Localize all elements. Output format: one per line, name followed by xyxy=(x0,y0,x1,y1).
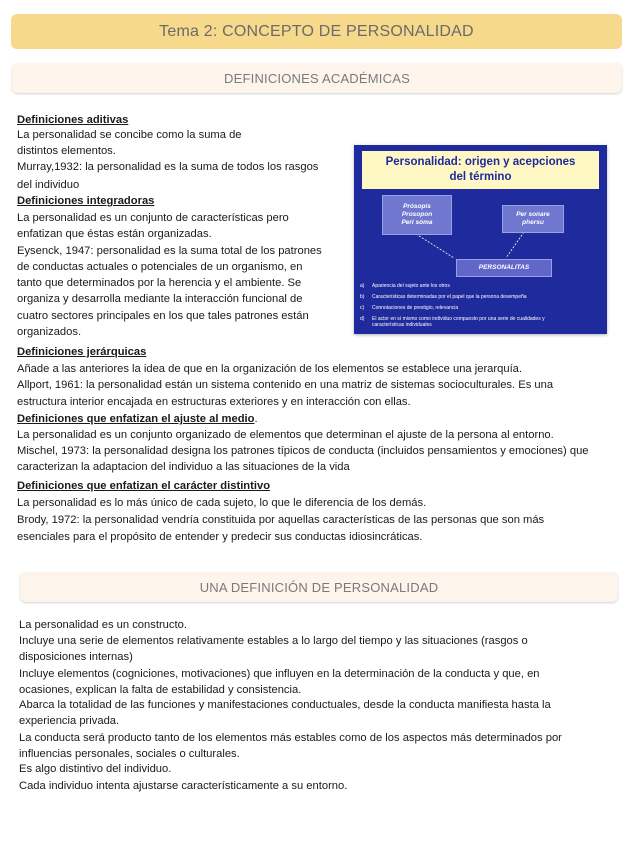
diagram-list-item xyxy=(360,283,450,289)
diagram-box-greek-roots xyxy=(382,195,452,235)
definition-text-line: Eysenck, 1947: personalidad es la suma total de los patrones xyxy=(17,245,322,257)
definition-text-line: La personalidad es un conjunto de características pero xyxy=(17,212,289,224)
diagram-title-line-2: del término xyxy=(449,171,512,183)
heading-suffix: . xyxy=(254,413,258,425)
definition-text-line: Mischel, 1973: la personalidad designa los patrones típicos de conducta (incluidos pensamientos y emociones) que xyxy=(17,445,589,457)
diagram-list-item xyxy=(360,305,458,311)
definition-text-line: Añade a las anteriores la idea de que en la organización de los elementos se establece una jerarquía. xyxy=(17,363,523,375)
definition-text-line: estructura interior encajada en estructuras exteriores y en interacción con ellas. xyxy=(17,396,411,408)
page-title: Tema 2: CONCEPTO DE PERSONALIDAD xyxy=(11,14,622,49)
definition-heading xyxy=(17,345,146,359)
diagram-list-key: d) xyxy=(360,316,365,322)
diagram-title-line-1: Personalidad: origen y acepciones xyxy=(385,156,576,168)
definition-text-line: Allport, 1961: la personalidad están un sistema contenido en una matriz de sistemas socioculturales. Es una xyxy=(17,379,554,391)
diagram-list-key: c) xyxy=(360,305,365,311)
definition-point-line: Cada individuo intenta ajustarse característicamente a su entorno. xyxy=(19,780,348,792)
definition-text-line: La personalidad es lo más único de cada sujeto, lo que le diferencia de los demás. xyxy=(17,497,427,509)
definition-text-line: La personalidad se concibe como la suma de xyxy=(17,129,242,141)
origin-diagram-image xyxy=(354,145,607,334)
diagram-list-text: características individuales xyxy=(372,322,432,328)
definition-point-line: Abarca la totalidad de las funciones y manifestaciones conductuales, desde la conducta manifiesta hasta la xyxy=(19,699,551,711)
definition-text-line: organizados. xyxy=(17,326,82,338)
definition-heading-text: Definiciones que enfatizan el carácter distintivo xyxy=(17,480,271,492)
diagram-box-latin-roots xyxy=(502,205,564,233)
definition-text-line: caracterizan la adaptacion del individuo a las situaciones de la vida xyxy=(17,461,350,473)
definition-heading-text: Definiciones jerárquicas xyxy=(17,346,147,358)
definition-text-line: Brody, 1972: la personalidad vendría constituida por aquellas características de las personas que son más xyxy=(17,514,545,526)
diagram-list-item xyxy=(360,322,432,328)
definition-heading xyxy=(17,412,258,426)
definition-heading xyxy=(17,479,270,493)
diagram-box2-line: Per sonare xyxy=(516,211,550,218)
definition-point-line: ocasiones, explican la falta de estabilidad y consistencia. xyxy=(19,684,302,696)
diagram-box1-line: Prosopon xyxy=(401,211,433,218)
definition-heading xyxy=(17,113,128,127)
definition-heading-text: Definiciones aditivas xyxy=(17,114,129,126)
definition-heading-text: Definiciones que enfatizan el ajuste al medio xyxy=(17,413,255,425)
section-title-academic-definitions: DEFINICIONES ACADÉMICAS xyxy=(12,63,622,93)
definition-point-line: experiencia privada. xyxy=(19,715,120,727)
diagram-list-text: El actor en sí mismo como individuo compuesto por una serie de cualidades y xyxy=(372,316,545,322)
diagram-list-item xyxy=(360,294,527,300)
diagram-box1-line: Peri sóma xyxy=(401,219,433,226)
definition-text-line: de conductas actuales o potenciales de un organismo, en xyxy=(17,261,303,273)
definition-point-line: La personalidad es un constructo. xyxy=(19,619,187,631)
definition-point-line: La conducta será producto tanto de los elementos más estables como de los aspectos más determinados por xyxy=(19,732,562,744)
definition-point-line: influencias personales, sociales o culturales. xyxy=(19,748,240,760)
diagram-list-text: Connotaciones de prestigio, relevancia xyxy=(372,305,459,311)
definition-text-line: enfatizan que éstas están organizadas. xyxy=(17,228,212,240)
definition-point-line: Es algo distintivo del individuo. xyxy=(19,763,172,775)
definition-text-line: organiza y desarrolla mediante la interacción funcional de xyxy=(17,293,303,305)
definition-text-line: esenciales para el propósito de entender y predecir sus conductas idiosincráticas. xyxy=(17,531,423,543)
diagram-list-key: a) xyxy=(360,283,365,289)
diagram-box-personalitas: PERSONALITAS xyxy=(456,259,552,277)
definition-heading xyxy=(17,194,154,208)
definition-point-line: Incluye elementos (cogniciones, motivaciones) que influyen en la determinación de la conducta y que, en xyxy=(19,668,540,680)
definition-text-line: distintos elementos. xyxy=(17,145,116,157)
definition-text-line: tanto que determinados por la herencia y el ambiente. Se xyxy=(17,277,302,289)
definition-text-line: La personalidad es un conjunto organizado de elementos que determinan el ajuste de la persona al entorno. xyxy=(17,429,554,441)
diagram-list-text: Apariencia del sujeto ante los otros xyxy=(372,283,450,289)
definition-heading-text: Definiciones integradoras xyxy=(17,195,155,207)
section-title-one-definition: UNA DEFINICIÓN DE PERSONALIDAD xyxy=(20,572,618,602)
diagram-box2-line: phersu xyxy=(522,219,544,226)
definition-text-line: Murray,1932: la personalidad es la suma de todos los rasgos xyxy=(17,161,319,173)
definition-text-line: cuatro sectores principales en los que tales patrones están xyxy=(17,310,309,322)
diagram-list-key: b) xyxy=(360,294,365,300)
definition-point-line: disposiciones internas) xyxy=(19,651,133,663)
definition-text-line: del individuo xyxy=(17,179,80,191)
diagram-list-text: Características determinadas por el papel que la persona desempeña xyxy=(372,294,527,300)
definition-point-line: Incluye una serie de elementos relativamente estables a lo largo del tiempo y las situaciones (rasgos o xyxy=(19,635,528,647)
diagram-box1-line: Prósopis xyxy=(403,203,431,210)
